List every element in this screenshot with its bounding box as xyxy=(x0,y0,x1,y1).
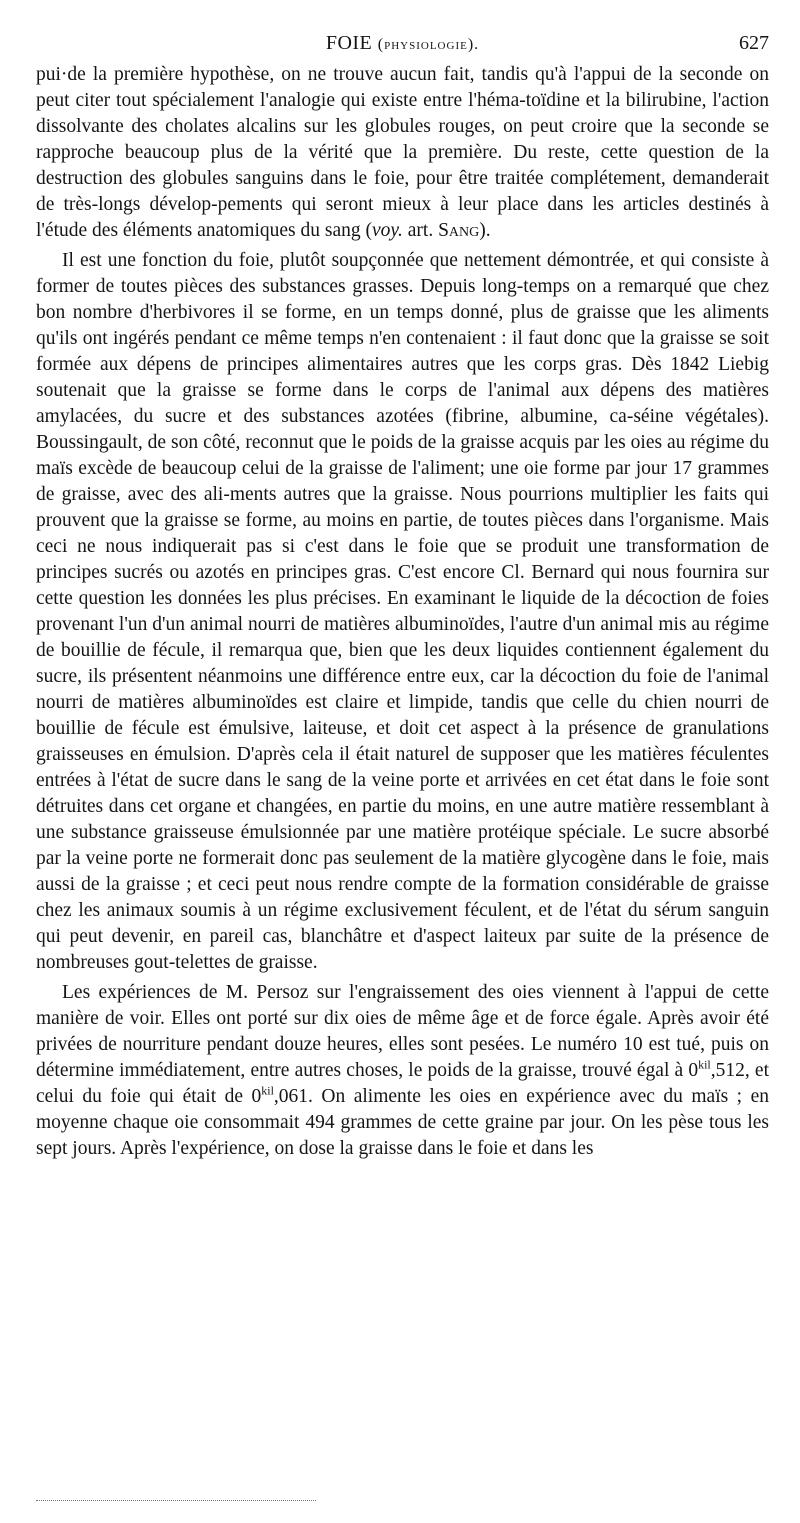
running-head xyxy=(36,28,769,58)
body-text xyxy=(36,62,769,1162)
text-run: art. xyxy=(402,220,439,241)
text-run: kil xyxy=(698,1057,711,1072)
text-run: ,061. On alimente les oies en expérience avec du maïs ; en moyenne chaque oie consommait 494 grammes de cette graine par jour. On les pèse tous les sept jours. Après l'expérience, on dose la graisse dans le foie et dans les xyxy=(36,1086,769,1159)
text-run: Les expériences de M. Persoz sur l'engraissement des oies viennent à l'appui de cette manière de voir. Elles ont porté sur dix oies de même âge et de force égale. Après avoir été privées de nourriture pendant douze heures, elles sont pesées. Le numéro 10 est tué, puis on détermine immédiatement, entre autres choses, le poids de la graisse, trouvé égal à 0 xyxy=(36,982,769,1081)
paragraph-1 xyxy=(36,62,769,244)
paragraph-3 xyxy=(36,980,769,1162)
running-title xyxy=(36,28,769,60)
text-run: ,512, et celui du foie qui était de 0 xyxy=(36,1060,769,1107)
book-page xyxy=(36,28,769,1162)
text-run: Sang xyxy=(438,220,480,241)
text-run: voy. xyxy=(372,220,403,241)
text-run: Il est une fonction du foie, plutôt soupçonnée que nettement démontrée, et qui consiste à former de toutes pièces des substances grasses. Depuis long-temps on a remarqué que chez bon nombre d'herbivores il se forme, en un temps donné, plus de graisse que les aliments qu'ils ont ingérés pendant ce même temps n'en contenaient : il faut donc que la graisse se soit formée aux dépens de principes alimentaires autres que les corps gras. Dès 1842 Liebig soutenait que la graisse se forme dans le corps de l'animal aux dépens des matières amylacées, du sucre et des substances azotées (fibrine, albumine, ca-séine végétales). Boussingault, de son côté, reconnut que le poids de la graisse acquis par les oies au régime du maïs excède de beaucoup celui de la graisse de l'aliment; une oie forme par jour 17 grammes de graisse, avec des ali-ments autres que la graisse. Nous pourrions multiplier les faits qui prouvent que la graisse se forme, au moins en partie, de toutes pièces dans l'organisme. Mais ceci ne nous indiquerait pas si c'est dans le foie que se produit une transformation de principes sucrés ou azotés en principes gras. C'est encore Cl. Bernard qui nous fournira sur cette question les données les plus précises. En examinant le liquide de la décoction de foies provenant l'un d'un animal nourri de matières albuminoïdes, l'autre d'un animal mis au régime de bouillie de fécule, il remarqua que, bien que les deux liquides contiennent également du sucre, ils présentent néanmoins une différence entre eux, car la décoction du foie de l'animal nourri de matières albuminoïdes est claire et limpide, tandis que celle du chien nourri de bouillie de fécule est émulsive, laiteuse, et doit cet aspect à la présence de granulations graisseuses en émulsion. D'après cela il était naturel de supposer que les matières féculentes entrées à l'état de sucre dans le sang de la veine porte et arrivées en cet état dans le foie sont détruites dans cet organe et changées, en partie du moins, en une autre matière ressemblant à une substance graisseuse émulsionnée par une matière protéique spéciale. Le sucre absorbé par la veine porte ne formerait donc pas seulement de la matière glycogène dans le foie, mais aussi de la graisse ; et ceci peut nous rendre compte de la formation considérable de graisse chez les animaux soumis à un régime exclusivement féculent, et de l'état du sérum sanguin qui peut devenir, en pareil cas, blanchâtre et d'aspect laiteux par suite de la présence de nombreuses gout-telettes de graisse. xyxy=(36,250,769,973)
text-run: ). xyxy=(479,220,491,241)
page-number: 627 xyxy=(739,32,769,54)
running-title-subtitle: (physiologie). xyxy=(377,36,480,53)
paragraph-2 xyxy=(36,248,769,976)
text-run: pui·de la première hypothèse, on ne trouve aucun fait, tandis qu'à l'appui de la seconde on peut citer tout spécialement l'analogie qui existe entre l'héma-toïdine et la bilirubine, l'action dissolvante des cholates alcalins sur les globules rouges, on peut croire que la seconde se rapproche beaucoup plus de la vérité que la première. Du reste, cette question de la destruction des globules sanguins dans le foie, pour être traitée complétement, demanderait de très-longs dévelop-pements qui seront mieux à leur place dans les articles destinés à l'étude des éléments anatomiques du sang ( xyxy=(36,64,769,241)
footer-rule xyxy=(36,1500,316,1501)
running-title-main: FOIE xyxy=(325,32,373,54)
text-run: kil xyxy=(261,1083,274,1098)
